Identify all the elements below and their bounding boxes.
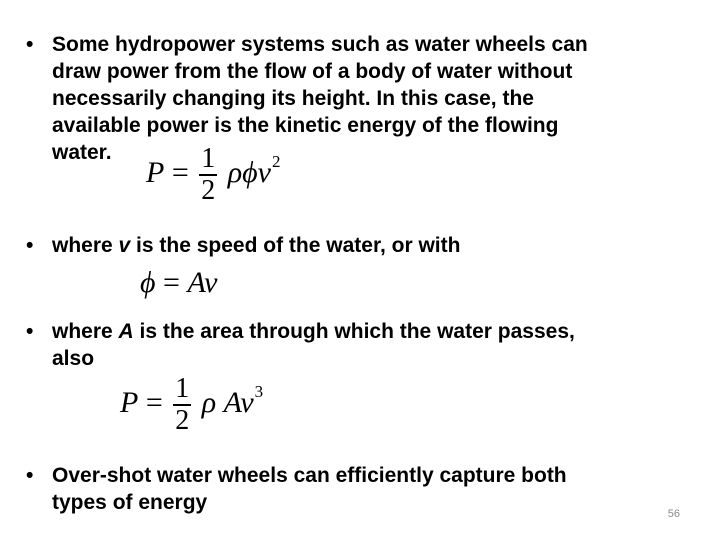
- formula-3-fraction: [173, 374, 191, 436]
- bullet-3-variable: A: [118, 320, 134, 343]
- formula-1-rhs: ρϕv: [227, 155, 271, 189]
- bullet-2-post: is the speed of the water, or with: [130, 234, 461, 257]
- formula-1-lhs: P: [146, 155, 165, 189]
- bullet-3-text: [52, 318, 575, 372]
- formula-2-lhs: ϕ: [140, 266, 156, 299]
- formula-3-equals: =: [145, 385, 163, 419]
- bullet-3-marker: •: [26, 320, 34, 343]
- slide-number: 56: [667, 508, 680, 520]
- bullet-2-pre: where: [52, 234, 119, 257]
- formula-3-lhs: P: [120, 385, 139, 419]
- formula-1-equals: =: [171, 155, 189, 189]
- formula-3-denominator: 2: [175, 405, 190, 436]
- bullet-1-text: Some hydropower systems such as water wheels can draw power from the flow of a body of water without necessarily changing its height. In this case, the available power is the kinetic energy of the flowing water.: [52, 33, 588, 164]
- bullet-4-marker: •: [26, 464, 34, 487]
- area-power-formula: [120, 374, 263, 436]
- formula-3-numerator: 1: [175, 373, 190, 404]
- formula-1-exponent: 2: [272, 151, 281, 171]
- formula-2-rhs: Av: [187, 266, 218, 299]
- bullet-2-variable: v: [118, 234, 131, 257]
- flow-rate-formula: [140, 268, 217, 298]
- formula-2-equals: =: [163, 266, 180, 299]
- kinetic-power-formula: [146, 144, 281, 206]
- bullet-2-marker: •: [26, 234, 34, 257]
- formula-1-fraction: [199, 144, 217, 206]
- bullet-3-post: is the area through which the water passes, also: [52, 320, 575, 370]
- bullet-4-text: Over-shot water wheels can efficiently capture both types of energy: [52, 464, 567, 514]
- bullet-3-pre: where: [52, 320, 119, 343]
- formula-1-denominator: 2: [201, 175, 216, 206]
- bullet-1-marker: •: [26, 33, 34, 56]
- bullet-2-text: [52, 232, 460, 259]
- formula-1-numerator: 1: [201, 143, 216, 174]
- formula-3-rhs: ρ Av: [201, 385, 254, 419]
- formula-3-exponent: 3: [254, 381, 264, 401]
